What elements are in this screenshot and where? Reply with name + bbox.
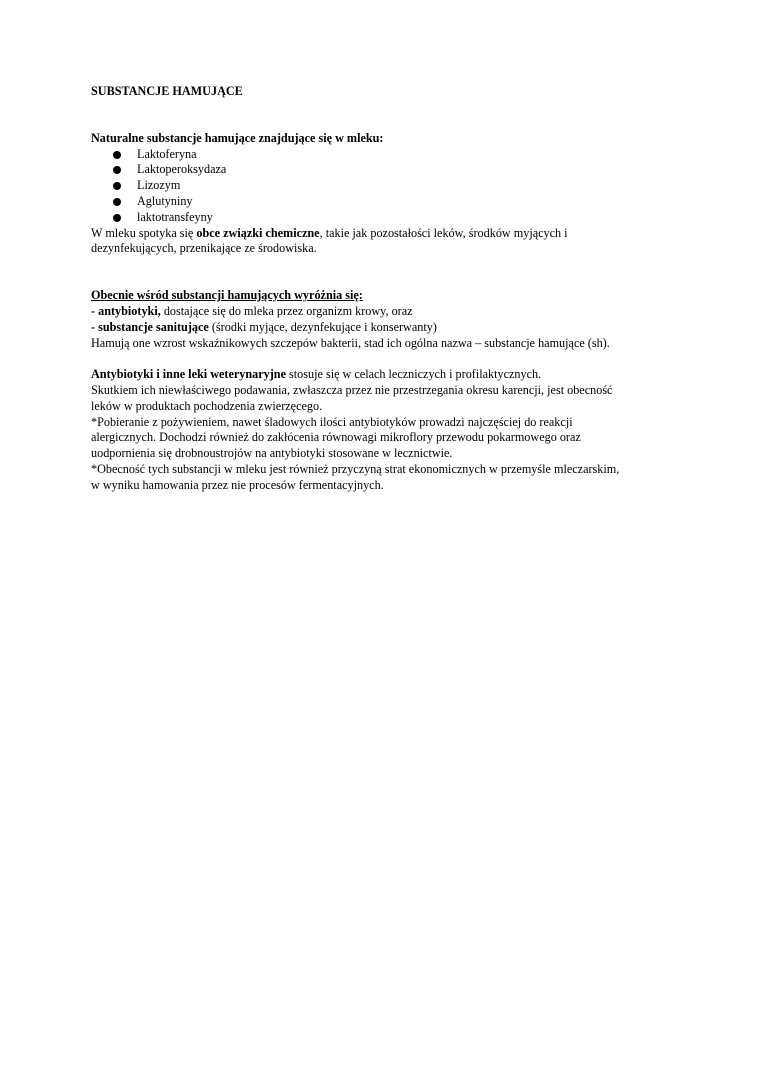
antibiotics-allergy: *Pobieranie z pożywieniem, nawet śladowych ilości antybiotyków prowadzi najczęściej do reakcji alergicznych. Dochodzi również do zakłócenia równowagi mikroflory przewodu pokarmowego oraz uodpornienia się drobnoustrojów na antybiotyki stosowane w lecznictwie. bbox=[91, 414, 581, 461]
antibiotics-intro: Antybiotyki i inne leki weterynaryjne stosuje się w celach leczniczych i profilaktycznych. bbox=[91, 367, 542, 382]
spacer bbox=[91, 100, 631, 131]
bullet-icon bbox=[113, 214, 121, 222]
sanitizers-item: - substancje sanitujące (środki myjące, dezynfekujące i konserwanty) bbox=[91, 319, 437, 334]
antibiotics-economic: *Obecność tych substancji w mleku jest również przyczyną strat ekonomicznych w przemyśle mleczarskim, w wyniku hamowania przez nie procesów fermentacyjnych. bbox=[91, 461, 620, 492]
list-item: Lizozym bbox=[91, 178, 631, 194]
list-item: Laktoferyna bbox=[91, 147, 631, 163]
bullet-icon bbox=[113, 151, 121, 159]
spacer bbox=[91, 257, 631, 288]
list-item: laktotransfeyny bbox=[91, 210, 631, 226]
bullet-icon bbox=[113, 182, 121, 190]
bullet-icon bbox=[113, 198, 121, 206]
list-item: Aglutyniny bbox=[91, 194, 631, 210]
antibiotics-item: - antybiotyki, dostające się do mleka przez organizm krowy, oraz bbox=[91, 303, 413, 318]
current-heading: Obecnie wśród substancji hamujących wyróżnia się: bbox=[91, 288, 363, 303]
bullet-icon bbox=[113, 166, 121, 174]
foreign-compounds-paragraph: W mleku spotyka się obce związki chemiczne, takie jak pozostałości leków, środków myjących i dezynfekujących, przenikające ze środowiska. bbox=[91, 225, 568, 256]
inhibition-note: Hamują one wzrost wskaźnikowych szczepów bakterii, stad ich ogólna nazwa – substancje hamujące (sh). bbox=[91, 335, 610, 350]
list-item: Laktoperoksydaza bbox=[91, 162, 631, 178]
document-title: SUBSTANCJE HAMUJĄCE bbox=[91, 84, 243, 98]
natural-list bbox=[91, 147, 631, 226]
natural-heading: Naturalne substancje hamujące znajdujące się w mleku: bbox=[91, 130, 384, 145]
spacer bbox=[91, 351, 631, 367]
document-page bbox=[91, 84, 631, 494]
antibiotics-effects: Skutkiem ich niewłaściwego podawania, zwłaszcza przez nie przestrzegania okresu karencji, jest obecność leków w produktach pochodzenia zwierzęcego. bbox=[91, 382, 613, 413]
